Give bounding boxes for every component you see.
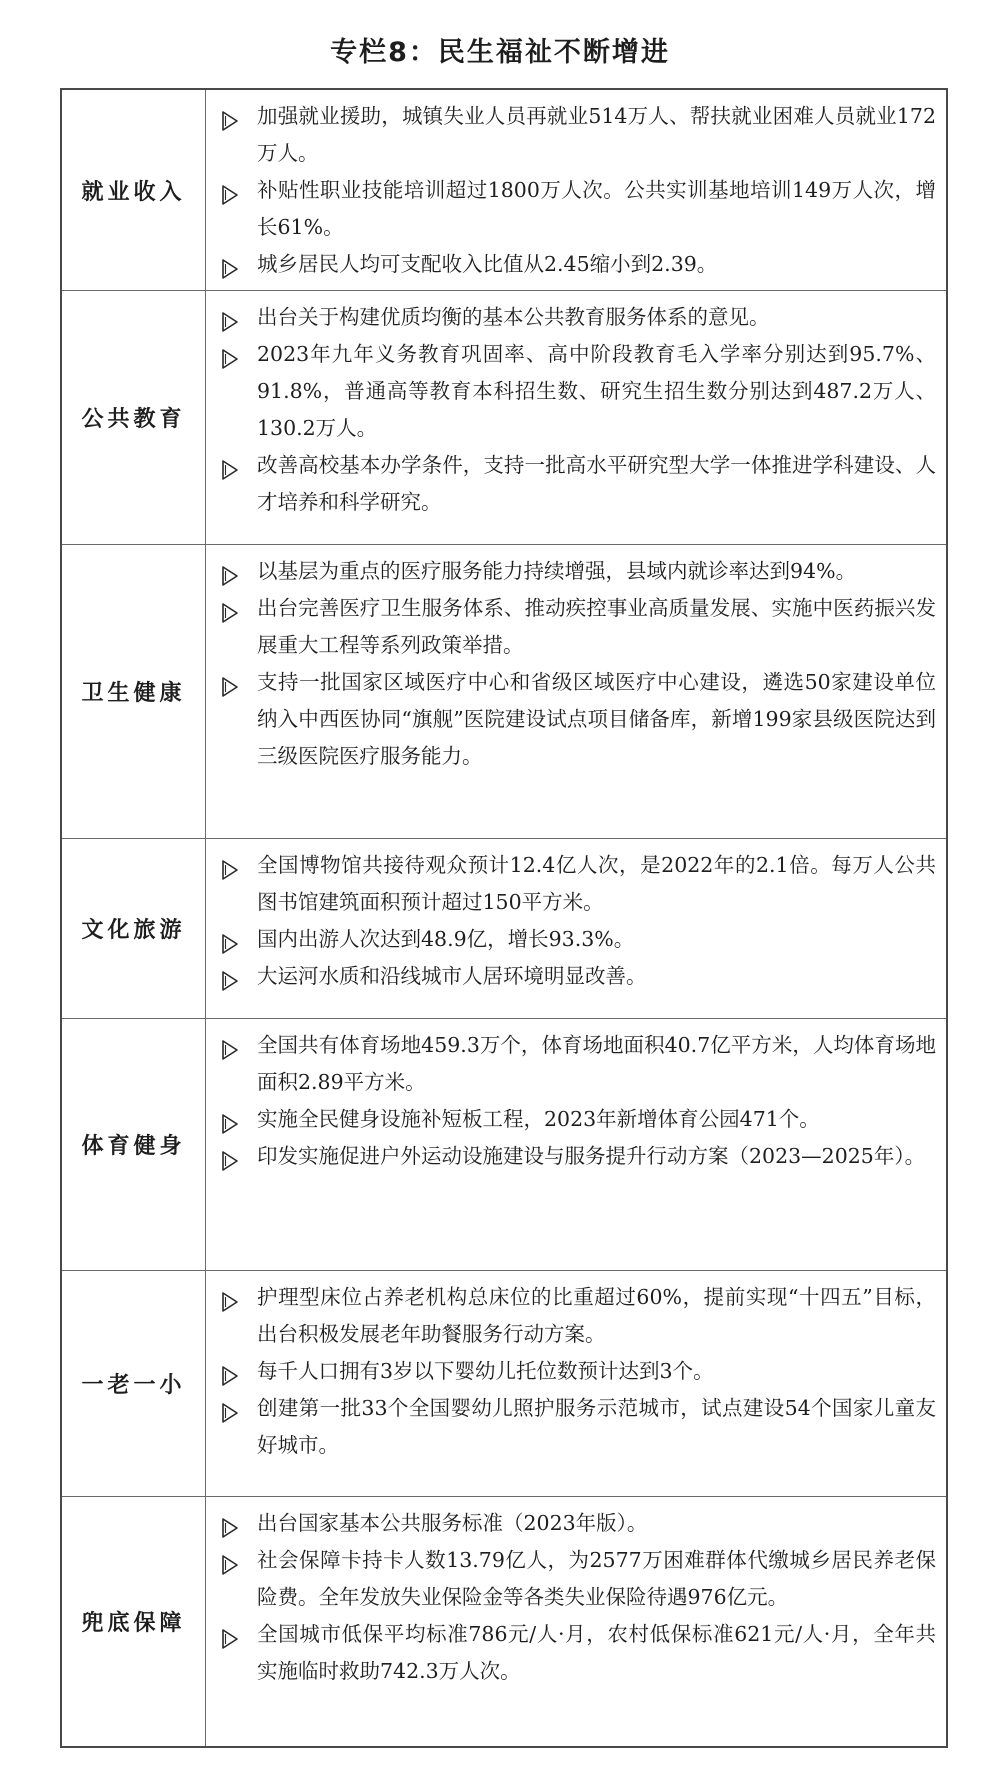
list-item <box>207 299 936 336</box>
category-label: 体育健身 <box>62 1019 206 1270</box>
section-public-education <box>62 290 946 544</box>
item-text: 城乡居民人均可支配收入比值从2.45缩小到2.39。 <box>257 252 718 276</box>
item-list <box>207 1505 936 1690</box>
item-text: 出台完善医疗卫生服务体系、推动疾控事业高质量发展、实施中医药振兴发展重大工程等系列政策举措。 <box>257 596 936 657</box>
hollow-arrow-bullet-icon <box>221 1361 239 1381</box>
hollow-arrow-bullet-icon <box>221 966 239 986</box>
item-text: 全国博物馆共接待观众预计12.4亿人次，是2022年的2.1倍。每万人公共图书馆建筑面积预计超过150平方米。 <box>257 853 936 914</box>
category-label: 一老一小 <box>62 1271 206 1496</box>
hollow-arrow-bullet-icon <box>221 455 239 475</box>
list-item <box>207 1616 936 1690</box>
item-text: 出台关于构建优质均衡的基本公共教育服务体系的意见。 <box>257 305 770 329</box>
list-item <box>207 590 936 664</box>
item-text: 以基层为重点的医疗服务能力持续增强，县域内就诊率达到94%。 <box>257 559 857 583</box>
list-item <box>207 172 936 246</box>
item-text: 国内出游人次达到48.9亿，增长93.3%。 <box>257 927 635 951</box>
item-text: 每千人口拥有3岁以下婴幼儿托位数预计达到3个。 <box>257 1359 714 1383</box>
hollow-arrow-bullet-icon <box>221 1513 239 1533</box>
section-culture-tourism <box>62 838 946 1018</box>
category-label: 文化旅游 <box>62 839 206 1018</box>
list-item <box>207 1101 936 1138</box>
section-employment-income <box>62 90 946 290</box>
item-text: 全国城市低保平均标准786元/人·月，农村低保标准621元/人·月，全年共实施临时救助742.3万人次。 <box>257 1622 936 1683</box>
item-text: 社会保障卡持卡人数13.79亿人，为2577万困难群体代缴城乡居民养老保险费。全年发放失业保险金等各类失业保险待遇976亿元。 <box>257 1548 936 1609</box>
list-item <box>207 1390 936 1464</box>
item-text: 创建第一批33个全国婴幼儿照护服务示范城市，试点建设54个国家儿童友好城市。 <box>257 1396 936 1457</box>
hollow-arrow-bullet-icon <box>221 1146 239 1166</box>
hollow-arrow-bullet-icon <box>221 1109 239 1129</box>
list-item <box>207 847 936 921</box>
hollow-arrow-bullet-icon <box>221 344 239 364</box>
list-item <box>207 447 936 521</box>
list-item <box>207 664 936 775</box>
list-item <box>207 336 936 447</box>
item-text: 大运河水质和沿线城市人居环境明显改善。 <box>257 964 647 988</box>
page-title: 专栏8：民生福祉不断增进 <box>330 37 670 68</box>
item-text: 护理型床位占养老机构总床位的比重超过60%，提前实现“十四五”目标，出台积极发展老年助餐服务行动方案。 <box>257 1285 936 1346</box>
list-item <box>207 1505 936 1542</box>
item-list <box>207 1279 936 1464</box>
hollow-arrow-bullet-icon <box>221 1287 239 1307</box>
category-label: 兜底保障 <box>62 1497 206 1746</box>
list-item <box>207 1542 936 1616</box>
hollow-arrow-bullet-icon <box>221 1550 239 1570</box>
list-item <box>207 958 936 995</box>
item-text: 印发实施促进户外运动设施建设与服务提升行动方案（2023—2025年）。 <box>257 1144 926 1168</box>
item-list <box>207 847 936 995</box>
item-text: 2023年九年义务教育巩固率、高中阶段教育毛入学率分别达到95.7%、91.8%，普通高等教育本科招生数、研究生招生数分别达到487.2万人、130.2万人。 <box>257 342 936 440</box>
category-label: 就业收入 <box>62 90 206 290</box>
hollow-arrow-bullet-icon <box>221 307 239 327</box>
hollow-arrow-bullet-icon <box>221 672 239 692</box>
section-social-safety-net <box>62 1496 946 1746</box>
item-list <box>207 98 936 283</box>
list-item <box>207 1279 936 1353</box>
item-text: 全国共有体育场地459.3万个，体育场地面积40.7亿平方米，人均体育场地面积2.89平方米。 <box>257 1033 936 1094</box>
hollow-arrow-bullet-icon <box>221 1624 239 1644</box>
hollow-arrow-bullet-icon <box>221 929 239 949</box>
list-item <box>207 98 936 172</box>
item-list <box>207 1027 936 1175</box>
hollow-arrow-bullet-icon <box>221 106 239 126</box>
hollow-arrow-bullet-icon <box>221 855 239 875</box>
category-label: 卫生健康 <box>62 545 206 838</box>
hollow-arrow-bullet-icon <box>221 598 239 618</box>
category-label: 公共教育 <box>62 291 206 544</box>
list-item <box>207 1353 936 1390</box>
list-item <box>207 1138 936 1175</box>
item-text: 改善高校基本办学条件，支持一批高水平研究型大学一体推进学科建设、人才培养和科学研究。 <box>257 453 936 514</box>
item-list <box>207 553 936 775</box>
item-list <box>207 299 936 521</box>
list-item <box>207 921 936 958</box>
section-elderly-children <box>62 1270 946 1496</box>
hollow-arrow-bullet-icon <box>221 180 239 200</box>
hollow-arrow-bullet-icon <box>221 254 239 274</box>
list-item <box>207 246 936 283</box>
item-text: 加强就业援助，城镇失业人员再就业514万人、帮扶就业困难人员就业172万人。 <box>257 104 936 165</box>
section-sports-fitness <box>62 1018 946 1270</box>
list-item <box>207 553 936 590</box>
item-text: 补贴性职业技能培训超过1800万人次。公共实训基地培训149万人次，增长61%。 <box>257 178 936 239</box>
hollow-arrow-bullet-icon <box>221 1035 239 1055</box>
list-item <box>207 1027 936 1101</box>
hollow-arrow-bullet-icon <box>221 1398 239 1418</box>
item-text: 支持一批国家区域医疗中心和省级区域医疗中心建设，遴选50家建设单位纳入中西医协同“旗舰”医院建设试点项目储备库，新增199家县级医院达到三级医院医疗服务能力。 <box>257 670 936 768</box>
hollow-arrow-bullet-icon <box>221 561 239 581</box>
content-table <box>60 88 948 1748</box>
section-health <box>62 544 946 838</box>
item-text: 出台国家基本公共服务标准（2023年版）。 <box>257 1511 648 1535</box>
item-text: 实施全民健身设施补短板工程，2023年新增体育公园471个。 <box>257 1107 820 1131</box>
